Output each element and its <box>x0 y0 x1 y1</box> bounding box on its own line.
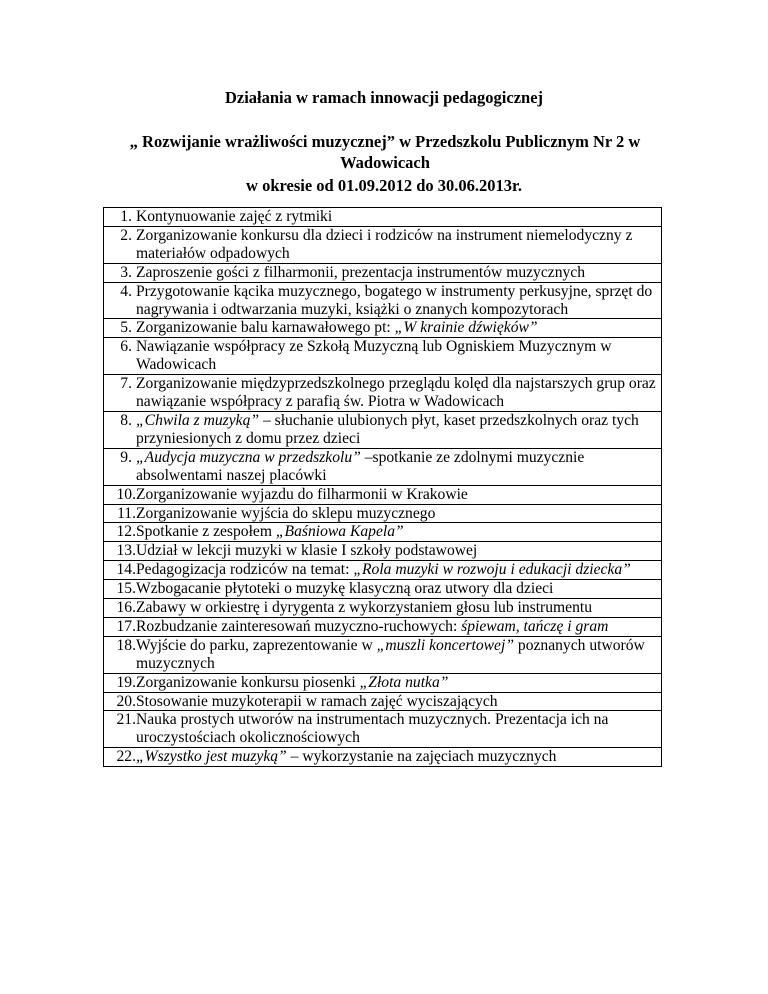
activity-text-italic: „Chwila z muzyką” <box>136 411 260 429</box>
activity-row <box>104 693 661 712</box>
activity-text <box>136 637 645 672</box>
activity-number: 1. <box>120 208 132 225</box>
activity-text <box>136 486 468 503</box>
activity-text-part: poznanych utworów muzycznych <box>136 636 645 672</box>
activity-number: 7. <box>120 375 132 393</box>
activity-text-italic: „Wszystko jest muzyką” <box>136 748 287 766</box>
activity-row <box>104 505 661 524</box>
activity-text-part: Przygotowanie kącika muzycznego, bogatego w instrumenty perkusyjne, sprzęt do nagrywania i odtwarzania muzyki, książki o znanych kompozytorach <box>136 282 653 318</box>
activity-number: 10. <box>116 485 136 503</box>
activity-text-part: – wykorzystanie na zajęciach muzycznych <box>286 748 557 766</box>
activity-row <box>104 449 661 486</box>
activity-row <box>104 748 661 767</box>
activities-table <box>103 207 662 767</box>
activity-number: 18. <box>116 636 136 654</box>
activity-row <box>104 711 661 748</box>
document-title: Działania w ramach innowacji pedagogicznej <box>224 88 544 107</box>
activity-text <box>136 599 592 616</box>
activity-text-part: Zorganizowanie wyjścia do sklepu muzycznego <box>136 504 436 522</box>
activity-text-italic: śpiewam, tańczę i gram <box>461 617 609 635</box>
activity-text <box>136 523 404 540</box>
activity-number: 12. <box>116 523 136 541</box>
activity-text-part: –spotkanie ze zdolnymi muzycznie absolwentami naszej placówki <box>136 448 585 484</box>
activity-row <box>104 580 661 599</box>
activity-text <box>136 561 631 578</box>
activity-text <box>136 618 608 635</box>
activity-row <box>104 227 661 264</box>
activity-text-part: Zorganizowanie wyjazdu do filharmonii w Krakowie <box>136 485 468 503</box>
activity-number: 13. <box>116 542 136 560</box>
activity-row <box>104 338 661 375</box>
document-subtitle: „ Rozwijanie wrażliwości muzycznej” w Przedszkolu Publicznym Nr 2 w Wadowicach <box>129 132 641 172</box>
activity-text-part: Nauka prostych utworów na instrumentach muzycznych. Prezentacja ich na uroczystościach okolicznościowych <box>136 711 609 747</box>
activity-number: 8. <box>120 411 132 429</box>
activity-text-part: Udział w lekcji muzyki w klasie I szkoły podstawowej <box>136 542 478 560</box>
activity-number: 9. <box>120 448 132 466</box>
activity-text-part: Wyjście do parku, zaprezentowanie w <box>136 636 377 654</box>
activity-number: 2. <box>120 226 132 244</box>
activity-text-part: Zorganizowanie konkursu piosenki <box>136 673 360 691</box>
activity-text <box>136 319 538 336</box>
activity-row <box>104 208 661 227</box>
activity-text-part: Stosowanie muzykoterapii w ramach zajęć wyciszających <box>136 692 498 710</box>
activity-text <box>136 748 556 765</box>
activity-row <box>104 599 661 618</box>
activity-text-italic: „muszli koncertowej” <box>376 636 514 654</box>
activity-number: 15. <box>116 580 136 598</box>
activity-row <box>104 618 661 637</box>
activity-row <box>104 319 661 338</box>
activity-text <box>136 338 611 373</box>
activity-text-part: – słuchanie ulubionych płyt, kaset przedszkolnych oraz tych przyniesionych z domu przez dzieci <box>136 411 639 447</box>
activity-row <box>104 674 661 693</box>
activity-row <box>104 486 661 505</box>
activity-number: 5. <box>120 319 132 337</box>
activity-text <box>136 227 632 262</box>
activity-number: 11. <box>117 504 136 522</box>
activity-number: 19. <box>116 673 136 691</box>
activity-text <box>136 693 498 710</box>
activity-number: 22. <box>116 748 136 766</box>
activity-text <box>136 449 584 484</box>
activity-text <box>136 580 553 597</box>
activity-row <box>104 375 661 412</box>
activity-text-part: Zorganizowanie konkursu dla dzieci i rodziców na instrument niemelodyczny z materiałów odpadowych <box>136 226 633 262</box>
activity-text-italic: „Audycja muzyczna w przedszkolu” <box>136 448 361 466</box>
activity-text-italic: „W krainie dźwięków” <box>394 319 538 337</box>
activity-row <box>104 542 661 561</box>
activity-text-part: Nawiązanie współpracy ze Szkołą Muzyczną lub Ogniskiem Muzycznym w Wadowicach <box>136 338 612 374</box>
activity-text-part: Zaproszenie gości z filharmonii, prezentacja instrumentów muzycznych <box>136 263 586 281</box>
activity-text <box>136 283 652 318</box>
activity-text-italic: „Złota nutka” <box>359 673 449 691</box>
activity-row <box>104 561 661 580</box>
activity-text <box>136 375 656 410</box>
activity-text <box>136 674 448 691</box>
activity-text <box>136 412 639 447</box>
activity-text <box>136 505 435 522</box>
activity-number: 3. <box>120 263 132 281</box>
activity-number: 16. <box>116 599 136 617</box>
activity-number: 14. <box>116 561 136 579</box>
activity-text-italic: „Rola muzyki w rozwoju i edukacji dziecka” <box>353 561 631 579</box>
activity-row <box>104 523 661 542</box>
document-period: w okresie od 01.09.2012 do 30.06.2013r. <box>246 176 522 195</box>
activity-text-part: Zorganizowanie międzyprzedszkolnego przeglądu kolęd dla najstarszych grup oraz nawiązanie współpracy z parafią św. Piotra w Wadowicach <box>136 375 656 411</box>
activity-row <box>104 412 661 449</box>
activity-text <box>136 542 477 559</box>
activity-text <box>136 264 585 281</box>
activity-number: 21. <box>116 711 136 729</box>
activity-text-part: Kontynuowanie zajęć z rytmiki <box>136 208 333 225</box>
activity-text <box>136 208 332 225</box>
activity-text-part: Pedagogizacja rodziców na temat: <box>136 561 354 579</box>
activity-row <box>104 264 661 283</box>
activity-text-part: Zabawy w orkiestrę i dyrygenta z wykorzystaniem głosu lub instrumentu <box>136 599 593 617</box>
activity-number: 4. <box>120 282 132 300</box>
activity-number: 20. <box>116 692 136 710</box>
activity-row <box>104 283 661 320</box>
activity-text-part: Zorganizowanie balu karnawałowego pt: <box>136 319 395 337</box>
activity-number: 17. <box>116 617 136 635</box>
activity-text <box>136 711 608 746</box>
activity-row <box>104 637 661 674</box>
activity-text-part: Rozbudzanie zainteresowań muzyczno-ruchowych: <box>136 617 462 635</box>
activity-text-part: Spotkanie z zespołem <box>136 523 276 541</box>
activity-number: 6. <box>120 338 132 356</box>
activity-text-part: Wzbogacanie płytoteki o muzykę klasyczną oraz utwory dla dzieci <box>136 580 554 598</box>
activity-text-italic: „Baśniowa Kapela” <box>275 523 404 541</box>
